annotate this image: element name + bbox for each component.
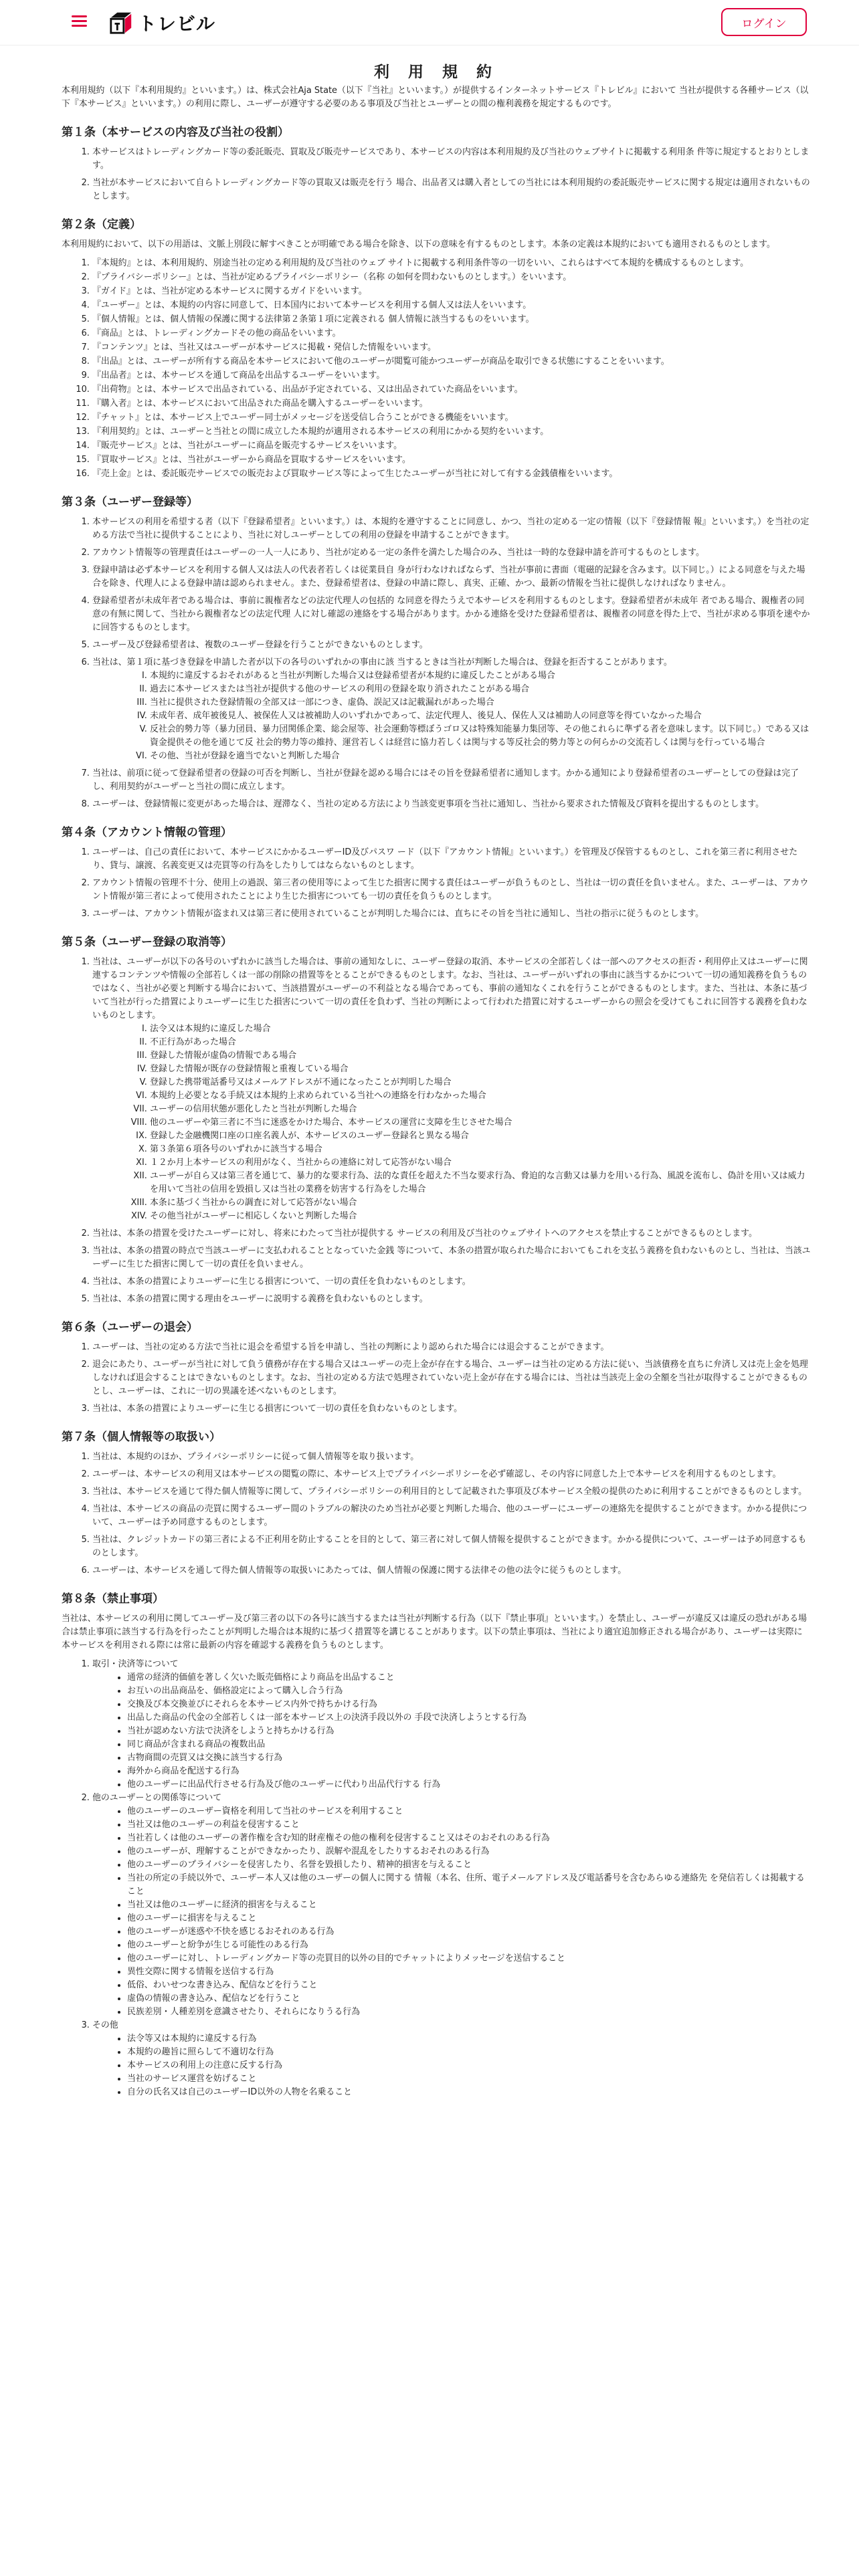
bullet-item: • 当社のサービス運営を妨げること [127,2072,811,2086]
article-3-title: 第３条（ユーザー登録等） [62,496,198,509]
bullet-item: • 当社又は他のユーザーの利益を侵害すること [127,1818,811,1832]
group-heading: その他 [92,2020,118,2030]
list-item: 1. 本サービスの利用を希望する者（以下『登録希望者』といいます。）は、本規約を遵守することに同意し、かつ、当社の定める一定の情報（以下『登録情報 報』といいます。）を当社の定める方法で当社に提供することにより、当社に対しユーザーとしての利用の登録を申請することができます。 [92,516,811,542]
list-item: 6. ユーザーは、本サービスを通して得た個人情報等の取扱いにあたっては、個人情報の保護に関する法律その他の法令に従うものとします。 [92,1564,811,1578]
bullet-item: • 自分の氏名又は自己のユーザーID以外の人物を名乗ること [127,2086,811,2099]
list-item: 1. ユーザーは、自己の責任において、本サービスにかかるユーザーID及びパスワ ード（以下『アカウント情報』といいます。）を管理及び保管するものとし、これを第三者に利用させたり、貸与、譲渡、名義変更又は売買等の行為をしたりしてはならないものとします。 [92,846,811,873]
article-7-title: 第７条（個人情報等の取扱い） [62,1430,221,1444]
intro-paragraph: 本利用規約（以下『本利用規約』といいます。）は、株式会社Aja State（以下『当社』といいます。）が提供するインターネットサービス『トレビル』において 当社が提供する各種サービス（以下『本サービス』といいます。）の利用に際し、ユーザーが遵守する必要のある事項及び当社とユーザーとの間の権利義務を規定するものです。 [62,86,809,109]
bullet-item: • 同じ商品が含まれる商品の複数出品 [127,1738,811,1751]
bullet-item: • 法令等又は本規約に違反する行為 [127,2032,811,2046]
bullet-item: • 異性交際に関する情報を送信する行為 [127,1965,811,1979]
bullet-item: • 海外から商品を配送する行為 [127,1765,811,1778]
bullet-item: • 古物商間の売買又は交換に該当する行為 [127,1751,811,1765]
list-item: 12. 『チャット』とは、本サービス上でユーザー同士がメッセージを送受信し合うことができる機能をいいます。 [92,411,811,425]
logo-mark-icon [108,10,134,35]
sub-item: IX. 登録した金融機関口座の口座名義人が、本サービスのユーザー登録名と異なる場合 [150,1130,811,1143]
sub-item: I. 法令又は本規約に違反した場合 [150,1023,811,1036]
article-4-title: 第４条（アカウント情報の管理） [62,826,232,839]
article-8-title: 第８条（禁止事項） [62,1592,164,1606]
sub-item: VII. ユーザーの信用状態が悪化したと当社が判断した場合 [150,1103,811,1116]
bullet-item: • 当社若しくは他のユーザーの著作権を含む知的財産権その他の権利を侵害すること又はそのおそれのある行為 [127,1832,811,1845]
list-item: 3. ユーザーは、アカウント情報が盗まれ又は第三者に使用されていることが判明した場合には、直ちにその旨を当社に通知し、当社の指示に従うものとします。 [92,907,811,921]
list-item: 1. 本サービスはトレーディングカード等の委託販売、買取及び販売サービスであり、本サービスの内容は本利用規約及び当社のウェブサイトに掲載する利用条 件等に規定するとおりとします。 [92,146,811,173]
page-title: 利 用 規 約 [373,64,499,81]
sub-item: XIII. 本条に基づく当社からの調査に対して応答がない場合 [150,1196,811,1210]
bullet-item: • 出品した商品の代金の全部若しくは一部を本サービス上の決済手段以外の 手段で決済しようとする行為 [127,1711,811,1725]
list-item: 4. 『ユーザー』とは、本規約の内容に同意して、日本国内において本サービスを利用する個人又は法人をいいます。 [92,299,811,312]
site-logo[interactable] [108,9,215,36]
sub-item: II. 不正行為があった場合 [150,1036,811,1049]
bullet-item: • 当社又は他のユーザーに経済的損害を与えること [127,1899,811,1912]
bullet-item: • 他のユーザーと紛争が生じる可能性のある行為 [127,1939,811,1952]
list-item: 13. 『利用契約』とは、ユーザーと当社との間に成立した本規約が適用される本サービスの利用にかかる契約をいいます。 [92,425,811,439]
sub-item: VIII. 他のユーザーや第三者に不当に迷惑をかけた場合、本サービスの運営に支障を生じさせた場合 [150,1116,811,1130]
list-item: 1. 当社は、本規約のほか、プライバシーポリシーに従って個人情報等を取り扱います。 [92,1451,811,1464]
bullet-item: • 本規約の趣旨に照らして不適切な行為 [127,2046,811,2059]
article-2-intro: 本利用規約において、以下の用語は、文脈上別段に解すべきことが明確である場合を除き、以下の意味を有するものとします。本条の定義は本規約においても適用されるものとします。 [62,239,775,249]
article-8-groups [62,1658,811,2099]
bullet-item: • 他のユーザーのプライバシーを侵害したり、名誉を毀損したり、精神的損害を与えること [127,1858,811,1872]
list-item: 3. 当社は、本サービスを通じて得た個人情報等に関して、プライバシーポリシーの利用目的として記載された事項及び本サービス全般の提供のために利用することができるものとします。 [92,1485,811,1499]
bullet-item: • 低俗、わいせつな書き込み、配信などを行うこと [127,1979,811,1992]
sub-item: VI. 本規約上必要となる手続又は本規約上求められている当社への連絡を行わなかった場合 [150,1089,811,1103]
bullet-item: • 他のユーザーが迷惑や不快を感じるおそれのある行為 [127,1925,811,1939]
bullet-item: • 他のユーザーに損害を与えること [127,1912,811,1925]
site-header [0,0,859,45]
list-item: 8. 『出品』とは、ユーザーが所有する商品を本サービスにおいて他のユーザーが閲覧可能かつユーザーが商品を取引できる状態にすることをいいます。 [92,355,811,368]
sub-item: III. 当社に提供された登録情報の全部又は一部につき、虚偽、誤記又は記載漏れがあった場合 [150,696,811,710]
list-item-text: 当社は、ユーザーが以下の各号のいずれかに該当した場合は、事前の通知なしに、ユーザー登録の取消、本サービスの全部若しくは一部へのアクセスの拒否・利用停止又はユーザーに関連するコンテンツや情報の全部若しくは一部の削除の措置等をとることができるものとします。なお、当社は、ユーザーがいずれの事由に該当するかについて一切の通知義務を負うものではなく、当社が必要と判断する場合において、当該措置がユーザーの不利益となる場合であっても、事前の通知なくこれを行うことができるものとします。また、当社は、本条に基づいて当社が行った措置によりユーザーに生じた損害について一切の責任を負わず、当社の判断によって行われた措置に対するユーザーからの照会を受けてもこれに回答する義務を負わないものとします。 [92,957,808,1021]
sub-item: XII. ユーザーが自ら又は第三者を通じて、暴力的な要求行為、法的な責任を超えた不当な要求行為、脅迫的な言動又は暴力を用いる行為、風説を流布し、偽計を用い又は威力を用いて当社の信用を毀損し又は当社の業務を妨害する行為をした場合 [150,1170,811,1196]
list-item: 7. 『コンテンツ』とは、当社又はユーザーが本サービスに掲載・発信した情報をいいます。 [92,341,811,354]
list-item: 1. 『本規約』とは、本利用規約、別途当社の定める利用規約及び当社のウェブ サイトに掲載する利用条件等の一切をいい、これらはすべて本規約を構成するものとします。 [92,257,811,270]
bullet-item: • お互いの出品商品を、価格設定によって購入し合う行為 [127,1685,811,1698]
sub-item: I. 本規約に違反するおそれがあると当社が判断した場合又は登録希望者が本規約に違反したことがある場合 [150,669,811,683]
article-5-sublist [92,1023,811,1223]
list-item: 5. 『個人情報』とは、個人情報の保護に関する法律第２条第１項に定義される 個人情報に該当するものをいいます。 [92,313,811,326]
group-item [92,1658,811,1792]
list-item: 7. 当社は、前項に従って登録希望者の登録の可否を判断し、当社が登録を認める場合にはその旨を登録希望者に通知します。かかる通知により登録希望者のユーザーとしての登録は完了し、利用契約がユーザーと当社の間に成立します。 [92,767,811,794]
list-item: 3. 『ガイド』とは、当社が定める本サービスに関するガイドをいいます。 [92,285,811,298]
article-6-list [62,1341,811,1416]
list-item: 2. 退会にあたり、ユーザーが当社に対して負う債務が存在する場合又はユーザーの売上金が存在する場合、ユーザーは当社の定める方法に従い、当該債務を直ちに弁済し又は売上金を処理しなければ退会することはできないものとします。なお、当社の定める方法で処理されていない売上金が存在する場合には、当社は当該売上金の全額を当社が取得することができるものとし、ユーザーは、これに一切の異議を述べないものとします。 [92,1358,811,1398]
sub-item: IV. 未成年者、成年被後見人、被保佐人又は被補助人のいずれかであって、法定代理人、後見人、保佐人又は補助人の同意等を得ていなかった場合 [150,710,811,723]
bullet-item: • 当社の所定の手続以外で、ユーザー本人又は他のユーザーの個人に関する 情報（本名、住所、電子メールアドレス及び電話番号を含むあらゆる連絡先 を発信若しくは掲載すること [127,1872,811,1899]
sub-item: II. 過去に本サービスまたは当社が提供する他のサービスの利用の登録を取り消されたことがある場合 [150,683,811,696]
article-6-title: 第６条（ユーザーの退会） [62,1321,198,1334]
sub-item: V. 反社会的勢力等（暴力団員、暴力団関係企業、総会屋等、社会運動等標ぼうゴロ又は特殊知能暴力集団等、その他これらに準ずる者を意味します。以下同じ。）である又は資金提供その他を通じて反 社会的勢力等の維持、運営若しくは経営に協力若しくは関与する等反社会的勢力等との何らかの交流若しくは関与を行っている場合 [150,723,811,750]
sub-item: III. 登録した情報が虚偽の情報である場合 [150,1049,811,1063]
article-1-title: 第１条（本サービスの内容及び当社の役割） [62,126,289,139]
list-item [92,956,811,1223]
bullet-item: • 民族差別・人種差別を意識させたり、それらになりうる行為 [127,2006,811,2019]
bullet-list [92,1805,811,2019]
list-item: 15. 『買取サービス』とは、当社がユーザーから商品を買取するサービスをいいます。 [92,453,811,467]
list-item: 11. 『購入者』とは、本サービスにおいて出品された商品を購入するユーザーをいいます。 [92,397,811,411]
bullet-item: • 当社が認めない方法で決済をしようと持ちかける行為 [127,1725,811,1738]
list-item: 5. 当社は、クレジットカードの第三者による不正利用を防止することを目的として、第三者に対して個人情報を提供することができます。かかる提供について、ユーザーは予め同意するものとします。 [92,1533,811,1560]
list-item: 5. 当社は、本条の措置に関する理由をユーザーに説明する義務を負わないものとします。 [92,1293,811,1306]
bullet-list [92,2032,811,2099]
bullet-item: • 他のユーザーのユーザー資格を利用して当社のサービスを利用すること [127,1805,811,1818]
list-item: 3. 登録申請は必ず本サービスを利用する個人又は法人の代表者若しくは従業員自 身が行わなければならず、当社が事前に書面（電磁的記録を含みます。以下同じ。）による同意を与えた場合を除き、代理人による登録申請は認められません。また、登録希望者は、登録の申請に際し、真実、正確、かつ、最新の情報を当社に提供しなければなりません。 [92,564,811,591]
sub-item: V. 登録した携帯電話番号又はメールアドレスが不通になったことが判明した場合 [150,1076,811,1089]
hamburger-menu-icon[interactable] [70,13,90,29]
list-item: 3. 当社は、本条の措置の時点で当該ユーザーに支払われることとなっていた金銭 等について、本条の措置が取られた場合においてもこれを支払う義務を負わないものとし、当社は、当該ユーザーに生じた損害に関して一切の責任を負いません。 [92,1245,811,1271]
article-4-list [62,846,811,921]
article-8-intro: 当社は、本サービスの利用に関してユーザー及び第三者の以下の各号に該当するまたは当社が判断する行為（以下『禁止事項』といいます。）を禁止し、ユーザーが違反又は違反の恐れがある場合は禁止事項に該当する行為を行ったことが判明した場合は本規約に基づく措置等を講じることがあります。以下の禁止事項は、当社により適宜追加修正される場合があり、ユーザーは実際に本サービスを利用される際には常に最新の内容を確認する義務を負うものとします。 [62,1614,807,1650]
bullet-item: • 通常の経済的価値を著しく欠いた販売価格により商品を出品すること [127,1671,811,1685]
article-5-title: 第５条（ユーザー登録の取消等） [62,936,232,949]
list-item: 6. 『商品』とは、トレーディングカードその他の商品をいいます。 [92,327,811,340]
bullet-item: • 他のユーザーに対し、トレーディングカード等の売買目的以外の目的でチャットによりメッセージを送信すること [127,1952,811,1965]
article-3-list [62,516,811,811]
bullet-list [92,1671,811,1792]
bullet-item: • 交換及び本交換並びにそれらを本サービス内外で持ちかける行為 [127,1698,811,1711]
article-7-list [62,1451,811,1578]
list-item: 2. 当社は、本条の措置を受けたユーザーに対し、将来にわたって当社が提供する サービスの利用及び当社のウェブサイトへのアクセスを禁止することができるものとします。 [92,1227,811,1241]
list-item: 4. 当社は、本サービスの商品の売買に関するユーザー間のトラブルの解決のため当社が必要と判断した場合、他のユーザーにユーザーの連絡先を提供することができます。かかる提供について、ユーザーは予め同意するものとします。 [92,1503,811,1529]
list-item: 16. 『売上金』とは、委託販売サービスでの販売および買取サービス等によって生じたユーザーが当社に対して有する金銭債権をいいます。 [92,467,811,481]
sub-item: IV. 登録した情報が既存の登録情報と重複している場合 [150,1063,811,1076]
logo-text: トレビル [138,13,216,35]
bullet-item: • 本サービスの利用上の注意に反する行為 [127,2059,811,2072]
bullet-item: • 他のユーザーが、理解することができなかったり、誤解や混乱をしたりするおそれのある行為 [127,1845,811,1858]
article-2-title: 第２条（定義） [62,218,141,231]
terms-content [62,62,811,2099]
list-item: 2. アカウント情報の管理不十分、使用上の過誤、第三者の使用等によって生じた損害に関する責任はユーザーが負うものとし、当社は一切の責任を負いません。また、ユーザーは、アカウント情報が第三者によって使用されたことにより生じた損害についても一切の責任を負うものとします。 [92,877,811,903]
list-item-text: 当社は、第１項に基づき登録を申請した者が以下の各号のいずれかの事由に該 当するときは当社が判断した場合は、登録を拒否することがあります。 [92,657,672,667]
article-3-sublist [92,669,811,763]
sub-item: XI. １２か月上本サービスの利用がなく、当社からの連絡に対して応答がない場合 [150,1156,811,1170]
list-item: 9. 『出品者』とは、本サービスを通して商品を出品するユーザーをいいます。 [92,369,811,383]
sub-item: VI. その他、当社が登録を適当でないと判断した場合 [150,750,811,763]
list-item: 3. 当社は、本条の措置によりユーザーに生じる損害について一切の責任を負わないものとします。 [92,1402,811,1416]
group-item [92,2019,811,2099]
list-item: 2. アカウント情報等の管理責任はユーザーの一人一人にあり、当社が定める一定の条件を満たした場合のみ、当社は一時的な登録申請を許可するものとします。 [92,546,811,560]
bullet-item: • 他のユーザーに出品代行させる行為及び他のユーザーに代わり出品代行する 行為 [127,1778,811,1792]
list-item: 4. 登録希望者が未成年者である場合は、事前に親権者などの法定代理人の包括的 な同意を得たうえで本サービスを利用するものとします。登録希望者が未成年 者である場合、親権者の同意の有無に関して、当社から親権者などの法定代理 人に対し確認の連絡をする場合があります。かかる連絡を受けた登録希望者は、親権者の同意を得た上で、当社が求める事項を速やかに回答するものとします。 [92,595,811,635]
list-item: 14. 『販売サービス』とは、当社がユーザーに商品を販売するサービスをいいます。 [92,439,811,453]
sub-item: XIV. その他当社がユーザーに相応しくないと判断した場合 [150,1210,811,1223]
group-heading: 取引・決済等について [92,1659,179,1669]
group-heading: 他のユーザーとの関係等について [92,1793,222,1803]
list-item: 10. 『出荷物』とは、本サービスで出品されている、出品が予定されている、又は出品されていた商品をいいます。 [92,383,811,397]
sub-item: X. 第３条第６項各号のいずれかに該当する場合 [150,1143,811,1156]
list-item: 8. ユーザーは、登録情報に変更があった場合は、遅滞なく、当社の定める方法により当該変更事項を当社に通知し、当社から要求された情報及び資料を提出するものとします。 [92,798,811,811]
list-item: 1. ユーザーは、当社の定める方法で当社に退会を希望する旨を申請し、当社の判断により認められた場合には退会することができます。 [92,1341,811,1354]
list-item: 5. ユーザー及び登録希望者は、複数のユーザー登録を行うことができないものとします。 [92,639,811,652]
list-item: 4. 当社は、本条の措置によりユーザーに生じる損害について、一切の責任を負わないものとします。 [92,1275,811,1289]
list-item [92,656,811,763]
group-item [92,1792,811,2019]
list-item: 2. 当社が本サービスにおいて自らトレーディングカード等の買取又は販売を行う 場合、出品者又は購入者としての当社には本利用規約の委託販売サービスに関する規定は適用されないものとします。 [92,177,811,203]
bullet-item: • 虚偽の情報の書き込み、配信などを行うこと [127,1992,811,2006]
article-5-list [62,956,811,1306]
article-2-list [62,257,811,481]
login-button[interactable]: ログイン [721,8,807,36]
list-item: 2. ユーザーは、本サービスの利用又は本サービスの閲覧の際に、本サービス上でプライバシーポリシーを必ず確認し、その内容に同意した上で本サービスを利用するものとします。 [92,1468,811,1481]
list-item: 2. 『プライバシーポリシー』とは、当社が定めるプライバシーポリシー（名称 の如何を問わないものとします。）をいいます。 [92,271,811,284]
article-1-list [62,146,811,203]
